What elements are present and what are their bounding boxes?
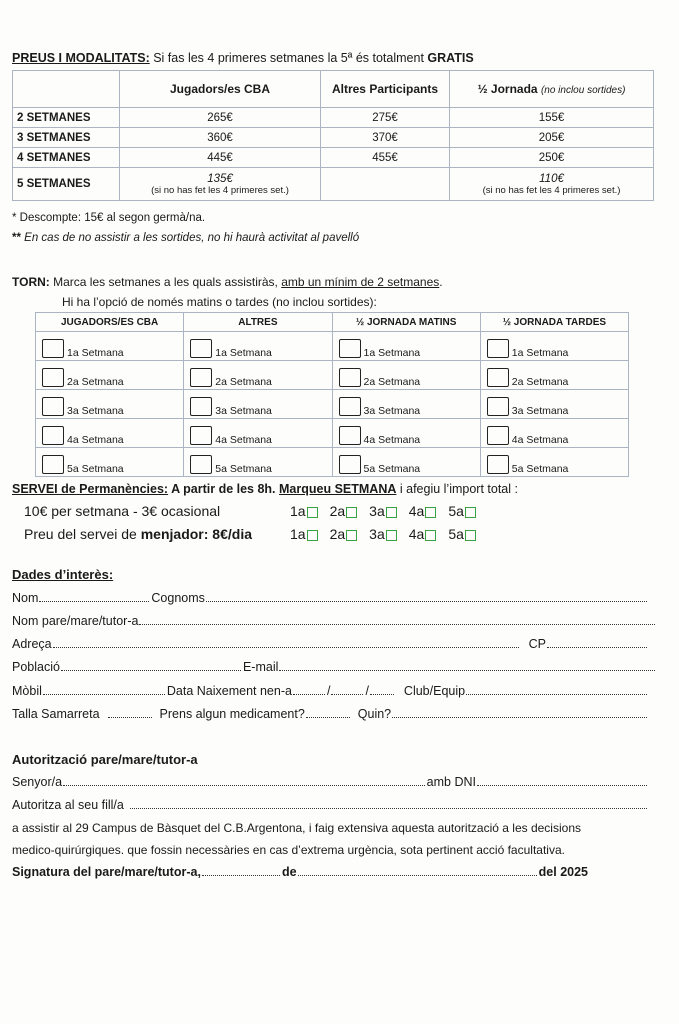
price-half-note: (si no has fet les 4 primeres set.) bbox=[482, 184, 621, 196]
permanencies-week-checkbox[interactable] bbox=[386, 507, 397, 518]
week-checkbox-altres-2[interactable] bbox=[190, 368, 212, 387]
torn-cell-altres bbox=[184, 390, 332, 419]
week-checkbox-tardes-4[interactable] bbox=[487, 426, 509, 445]
talla-line bbox=[12, 707, 657, 721]
dni-label: amb DNI bbox=[426, 775, 476, 789]
torn-cell-tardes bbox=[480, 448, 628, 477]
permanencies-week-1 bbox=[290, 503, 318, 519]
menjador-week-label: 3a bbox=[369, 526, 385, 542]
cognoms-field[interactable] bbox=[206, 600, 647, 602]
week-label: 4a Setmana bbox=[363, 434, 421, 446]
torn-col-tardes: ½ JORNADA TARDES bbox=[480, 313, 628, 332]
menjador-weeks bbox=[290, 526, 488, 542]
torn-cell-tardes bbox=[480, 361, 628, 390]
permanencies-week-5 bbox=[448, 503, 476, 519]
menjador-price-bold: menjador: 8€/dia bbox=[140, 526, 252, 542]
adreca-field[interactable] bbox=[53, 646, 519, 648]
permanencies-week-checkbox[interactable] bbox=[465, 507, 476, 518]
mobil-field[interactable] bbox=[43, 693, 165, 695]
naix-year-field[interactable] bbox=[370, 693, 394, 695]
naix-month-field[interactable] bbox=[331, 693, 363, 695]
prices-heading bbox=[12, 51, 474, 65]
price-half: 110€ bbox=[539, 172, 564, 185]
permanencies-week-checkbox[interactable] bbox=[307, 507, 318, 518]
menjador-week-5 bbox=[448, 526, 476, 542]
week-checkbox-altres-1[interactable] bbox=[190, 339, 212, 358]
permanencies-week-checkbox[interactable] bbox=[346, 507, 357, 518]
week-label: 3a Setmana bbox=[67, 405, 124, 417]
poblacio-label: Població bbox=[12, 660, 60, 674]
price-row-label: 4 SETMANES bbox=[13, 148, 120, 168]
price-altres: 455€ bbox=[321, 148, 450, 168]
torn-cell-cba bbox=[36, 361, 184, 390]
medicament-field[interactable] bbox=[306, 716, 350, 718]
week-label: 1a Setmana bbox=[363, 347, 421, 359]
permanencies-week-2 bbox=[330, 503, 358, 519]
menjador-week-4 bbox=[409, 526, 437, 542]
price-cba-cell bbox=[120, 168, 321, 201]
week-label: 1a Setmana bbox=[215, 347, 272, 359]
torn-cell-tardes bbox=[480, 390, 628, 419]
signatura-day-field[interactable] bbox=[202, 874, 280, 876]
adreca-line bbox=[12, 637, 657, 651]
auth-paragraph-1: a assistir al 29 Campus de Bàsquet del C.B.Argentona, i faig extensiva aquesta autorització a les decisions bbox=[12, 821, 581, 835]
no-assist-star: ** bbox=[12, 232, 25, 244]
torn-cell-cba bbox=[36, 390, 184, 419]
torn-row bbox=[36, 361, 629, 390]
dades-title: Dades d’interès: bbox=[12, 567, 114, 582]
torn-header-row bbox=[36, 313, 629, 332]
week-checkbox-tardes-2[interactable] bbox=[487, 368, 509, 387]
price-row-label: 2 SETMANES bbox=[13, 108, 120, 128]
torn-text1: Marca les setmanes a les quals assistiràs, bbox=[49, 275, 282, 289]
menjador-week-checkbox[interactable] bbox=[307, 530, 318, 541]
price-half-cell bbox=[450, 168, 654, 201]
price-half: 155€ bbox=[450, 108, 654, 128]
week-checkbox-altres-5[interactable] bbox=[190, 455, 212, 474]
torn-option: Hi ha l’opció de només matins o tardes (no inclou sortides): bbox=[62, 295, 377, 309]
price-row bbox=[13, 148, 654, 168]
torn-body bbox=[36, 332, 629, 477]
nom-field[interactable] bbox=[39, 600, 149, 602]
autoritza-label: Autoritza al seu fill/a bbox=[12, 798, 124, 812]
signatura-de: de bbox=[281, 865, 297, 879]
naix-day-field[interactable] bbox=[293, 693, 325, 695]
torn-cell-matins bbox=[332, 419, 480, 448]
naix-slash: / bbox=[365, 684, 369, 698]
price-half: 250€ bbox=[450, 148, 654, 168]
price-altres bbox=[321, 168, 450, 201]
menjador-week-checkbox[interactable] bbox=[386, 530, 397, 541]
week-label: 2a Setmana bbox=[215, 376, 272, 388]
nom-label: Nom bbox=[12, 591, 39, 605]
servei-marqueu: Marqueu SETMANA bbox=[279, 482, 397, 496]
torn-row bbox=[36, 448, 629, 477]
week-checkbox-cba-3[interactable] bbox=[42, 397, 64, 416]
permanencies-row bbox=[24, 503, 488, 519]
week-checkbox-tardes-5[interactable] bbox=[487, 455, 509, 474]
menjador-week-label: 4a bbox=[408, 526, 425, 542]
price-row-label: 3 SETMANES bbox=[13, 128, 120, 148]
col-half-note: (no inclou sortides) bbox=[540, 85, 626, 96]
week-checkbox-altres-4[interactable] bbox=[190, 426, 212, 445]
torn-min: amb un mínim de 2 setmanes bbox=[281, 275, 440, 289]
cognoms-label: Cognoms bbox=[151, 591, 205, 605]
menjador-week-2 bbox=[330, 526, 358, 542]
senyor-field[interactable] bbox=[63, 784, 425, 786]
prices-heading-text: Si fas les 4 primeres setmanes la 5ª és totalment bbox=[149, 51, 428, 65]
week-label: 5a Setmana bbox=[363, 463, 421, 475]
tutor-line bbox=[12, 614, 657, 628]
no-assist-note bbox=[12, 232, 359, 244]
servei-line bbox=[12, 482, 518, 496]
week-label: 3a Setmana bbox=[511, 405, 569, 417]
signatura-label: Signatura del pare/mare/tutor-a, bbox=[12, 865, 201, 879]
permanencies-weeks bbox=[290, 503, 488, 519]
permanencies-week-label: 5a bbox=[448, 503, 464, 519]
club-field[interactable] bbox=[466, 693, 647, 695]
week-checkbox-cba-1[interactable] bbox=[42, 339, 64, 358]
torn-line bbox=[12, 275, 443, 289]
week-checkbox-cba-2[interactable] bbox=[42, 368, 64, 387]
prices-gratis: GRATIS bbox=[427, 51, 474, 65]
menjador-week-checkbox[interactable] bbox=[465, 530, 476, 541]
torn-row bbox=[36, 390, 629, 419]
torn-row bbox=[36, 332, 629, 361]
menjador-price-pre: Preu del servei de bbox=[24, 526, 141, 542]
torn-row bbox=[36, 419, 629, 448]
week-label: 1a Setmana bbox=[67, 347, 124, 359]
permanencies-week-checkbox[interactable] bbox=[425, 507, 436, 518]
torn-text2: . bbox=[439, 275, 443, 289]
week-checkbox-matins-5[interactable] bbox=[339, 455, 361, 474]
email-field[interactable] bbox=[279, 669, 655, 671]
menjador-week-label: 5a bbox=[448, 526, 464, 542]
torn-col-matins: ½ JORNADA MATINS bbox=[332, 313, 480, 332]
week-checkbox-matins-1[interactable] bbox=[339, 339, 361, 358]
torn-cell-matins bbox=[332, 390, 480, 419]
price-cba: 265€ bbox=[120, 108, 321, 128]
week-label: 1a Setmana bbox=[511, 347, 569, 359]
week-checkbox-matins-2[interactable] bbox=[339, 368, 361, 387]
senyor-label: Senyor/a bbox=[12, 775, 63, 789]
talla-label: Talla Samarreta bbox=[12, 707, 100, 721]
week-label: 4a Setmana bbox=[67, 434, 124, 446]
quin-label: Quin? bbox=[357, 707, 392, 721]
mobil-label: Mòbil bbox=[12, 684, 42, 698]
senyor-line bbox=[12, 775, 657, 789]
servei-rest: i afegiu l’import total : bbox=[396, 482, 518, 496]
talla-field[interactable] bbox=[108, 716, 152, 718]
permanencies-week-label: 2a bbox=[329, 503, 346, 519]
menjador-week-label: 1a bbox=[290, 526, 306, 542]
week-checkbox-matins-4[interactable] bbox=[339, 426, 361, 445]
price-header-row bbox=[13, 71, 654, 108]
price-cba: 360€ bbox=[120, 128, 321, 148]
week-label: 4a Setmana bbox=[215, 434, 272, 446]
quin-field[interactable] bbox=[392, 716, 647, 718]
poblacio-field[interactable] bbox=[61, 669, 241, 671]
servei-title: SERVEI de Permanències: bbox=[12, 482, 169, 496]
menjador-price bbox=[24, 526, 290, 542]
permanencies-week-label: 1a bbox=[290, 503, 306, 519]
price-row bbox=[13, 108, 654, 128]
auth-paragraph-2: medico-quirúrgiques. que fossin necessàries en cas d’extrema urgència, sota pertinent acció facultativa. bbox=[12, 843, 565, 857]
nom-line bbox=[12, 591, 657, 605]
col-half-label: ½ Jornada bbox=[477, 82, 538, 96]
permanencies-price: 10€ per setmana - 3€ ocasional bbox=[24, 503, 221, 519]
discount-note: * Descompte: 15€ al segon germà/na. bbox=[12, 212, 206, 224]
week-label: 3a Setmana bbox=[215, 405, 272, 417]
torn-cell-cba bbox=[36, 448, 184, 477]
week-label: 2a Setmana bbox=[67, 376, 124, 388]
club-label: Club/Equip bbox=[403, 684, 466, 698]
servei-from: A partir de les 8h. bbox=[168, 482, 280, 496]
col-cba: Jugadors/es CBA bbox=[120, 71, 321, 108]
week-checkbox-tardes-3[interactable] bbox=[487, 397, 509, 416]
price-table bbox=[12, 70, 654, 201]
tutor-label: Nom pare/mare/tutor-a bbox=[12, 614, 139, 628]
autoritza-line bbox=[12, 798, 657, 812]
torn-cell-matins bbox=[332, 361, 480, 390]
mobil-line bbox=[12, 684, 657, 698]
torn-cell-matins bbox=[332, 332, 480, 361]
permanencies-week-3 bbox=[369, 503, 397, 519]
cp-field[interactable] bbox=[547, 646, 647, 648]
week-label: 2a Setmana bbox=[511, 376, 569, 388]
col-altres: Altres Participants bbox=[321, 71, 450, 108]
torn-cell-altres bbox=[184, 448, 332, 477]
torn-cell-tardes bbox=[480, 332, 628, 361]
permanencies-week-label: 3a bbox=[369, 503, 385, 519]
week-checkbox-tardes-1[interactable] bbox=[487, 339, 509, 358]
menjador-week-checkbox[interactable] bbox=[346, 530, 357, 541]
signatura-year: del 2025 bbox=[538, 865, 588, 879]
naix-slash: / bbox=[326, 684, 331, 698]
poblacio-line bbox=[12, 660, 657, 674]
permanencies-week-label: 4a bbox=[408, 503, 425, 519]
torn-cell-altres bbox=[184, 361, 332, 390]
week-label: 3a Setmana bbox=[363, 405, 421, 417]
menjador-week-1 bbox=[290, 526, 318, 542]
auth-title: Autorització pare/mare/tutor-a bbox=[12, 752, 198, 767]
price-row-label: 5 SETMANES bbox=[13, 168, 120, 201]
price-cba: 445€ bbox=[120, 148, 321, 168]
menjador-week-checkbox[interactable] bbox=[425, 530, 436, 541]
week-label: 5a Setmana bbox=[67, 463, 124, 475]
week-checkbox-cba-5[interactable] bbox=[42, 455, 64, 474]
week-label: 4a Setmana bbox=[511, 434, 569, 446]
no-assist-text: En cas de no assistir a les sortides, no hi haurà activitat al pavelló bbox=[24, 232, 360, 244]
email-label: E-mail bbox=[242, 660, 279, 674]
price-row bbox=[13, 168, 654, 201]
price-altres: 275€ bbox=[321, 108, 450, 128]
week-label: 5a Setmana bbox=[215, 463, 272, 475]
signatura-month-field[interactable] bbox=[298, 874, 537, 876]
price-half: 205€ bbox=[450, 128, 654, 148]
torn-table bbox=[35, 312, 629, 477]
cp-label: CP bbox=[528, 637, 546, 651]
tutor-field[interactable] bbox=[139, 623, 655, 625]
week-checkbox-cba-4[interactable] bbox=[42, 426, 64, 445]
torn-cell-altres bbox=[184, 419, 332, 448]
week-label: 2a Setmana bbox=[363, 376, 421, 388]
price-row bbox=[13, 128, 654, 148]
price-altres: 370€ bbox=[321, 128, 450, 148]
permanencies-week-4 bbox=[409, 503, 437, 519]
naixement-label: Data Naixement nen-a bbox=[166, 684, 292, 698]
signatura-line bbox=[12, 865, 588, 879]
torn-cell-tardes bbox=[480, 419, 628, 448]
torn-label: TORN: bbox=[12, 275, 50, 289]
menjador-week-label: 2a bbox=[329, 526, 346, 542]
medicament-label: Prens algun medicament? bbox=[159, 707, 305, 721]
torn-cell-cba bbox=[36, 332, 184, 361]
adreca-label: Adreça bbox=[12, 637, 52, 651]
torn-cell-altres bbox=[184, 332, 332, 361]
col-half bbox=[450, 71, 654, 108]
autoritza-field[interactable] bbox=[130, 807, 647, 809]
torn-col-altres: ALTRES bbox=[184, 313, 332, 332]
price-cba: 135€ bbox=[207, 172, 233, 185]
menjador-row bbox=[24, 526, 488, 542]
price-corner-cell bbox=[13, 71, 120, 108]
week-checkbox-matins-3[interactable] bbox=[339, 397, 361, 416]
prices-heading-label: PREUS I MODALITATS: bbox=[12, 51, 150, 65]
torn-cell-matins bbox=[332, 448, 480, 477]
torn-cell-cba bbox=[36, 419, 184, 448]
dni-field[interactable] bbox=[477, 784, 647, 786]
price-cba-note: (si no has fet les 4 primeres set.) bbox=[151, 184, 289, 196]
week-checkbox-altres-3[interactable] bbox=[190, 397, 212, 416]
menjador-week-3 bbox=[369, 526, 397, 542]
week-label: 5a Setmana bbox=[511, 463, 569, 475]
torn-col-cba: JUGADORS/ES CBA bbox=[36, 313, 184, 332]
